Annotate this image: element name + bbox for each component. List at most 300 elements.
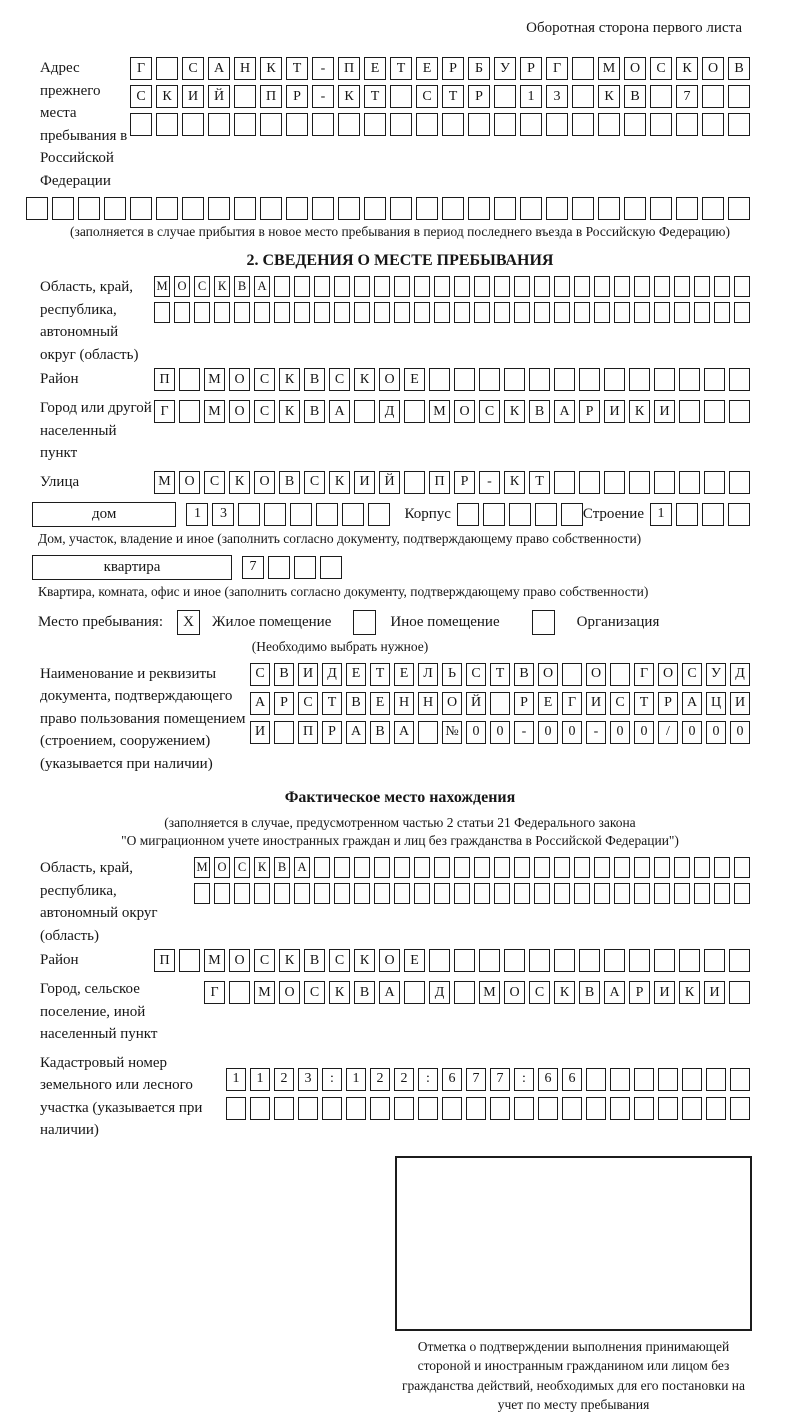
grid-cell[interactable] (234, 85, 256, 108)
grid-cell[interactable] (594, 276, 610, 297)
grid-cell[interactable] (156, 57, 178, 80)
grid-cell[interactable]: М (154, 471, 175, 494)
grid-cell[interactable] (404, 981, 425, 1004)
grid-cell[interactable] (474, 857, 490, 878)
grid-cell[interactable]: А (554, 400, 575, 423)
grid-cell[interactable]: П (338, 57, 360, 80)
grid-cell[interactable]: В (624, 85, 646, 108)
grid-cell[interactable] (614, 302, 630, 323)
grid-cell[interactable]: Н (394, 692, 414, 715)
grid-cell[interactable]: - (586, 721, 606, 744)
grid-cell[interactable] (208, 113, 230, 136)
grid-cell[interactable] (514, 302, 530, 323)
checkbox-residential[interactable]: X (177, 610, 200, 635)
grid-cell[interactable] (654, 368, 675, 391)
grid-cell[interactable]: 7 (490, 1068, 510, 1091)
grid-cell[interactable]: Т (442, 85, 464, 108)
grid-cell[interactable] (679, 368, 700, 391)
grid-cell[interactable]: 6 (442, 1068, 462, 1091)
grid-cell[interactable] (509, 503, 531, 526)
grid-cell[interactable]: : (418, 1068, 438, 1091)
grid-cell[interactable]: 2 (370, 1068, 390, 1091)
grid-cell[interactable]: О (229, 949, 250, 972)
grid-cell[interactable]: О (586, 663, 606, 686)
grid-cell[interactable]: № (442, 721, 462, 744)
grid-cell[interactable]: Й (379, 471, 400, 494)
grid-cell[interactable] (714, 883, 730, 904)
grid-cell[interactable]: А (346, 721, 366, 744)
grid-cell[interactable] (414, 883, 430, 904)
grid-cell[interactable]: Н (234, 57, 256, 80)
grid-cell[interactable] (368, 503, 390, 526)
grid-cell[interactable] (574, 302, 590, 323)
grid-cell[interactable] (454, 981, 475, 1004)
grid-cell[interactable]: 0 (466, 721, 486, 744)
grid-cell[interactable] (264, 503, 286, 526)
grid-cell[interactable] (554, 302, 570, 323)
grid-cell[interactable] (704, 471, 725, 494)
grid-cell[interactable]: М (429, 400, 450, 423)
grid-cell[interactable]: К (260, 57, 282, 80)
grid-cell[interactable]: Е (404, 949, 425, 972)
grid-cell[interactable]: К (354, 949, 375, 972)
grid-cell[interactable]: В (346, 692, 366, 715)
grid-cell[interactable] (614, 883, 630, 904)
grid-cell[interactable]: В (529, 400, 550, 423)
grid-cell[interactable] (610, 1068, 630, 1091)
grid-cell[interactable]: О (229, 400, 250, 423)
grid-cell[interactable] (179, 368, 200, 391)
grid-cell[interactable]: К (229, 471, 250, 494)
grid-cell[interactable]: С (298, 692, 318, 715)
grid-cell[interactable] (234, 113, 256, 136)
grid-cell[interactable]: К (354, 368, 375, 391)
grid-cell[interactable] (554, 883, 570, 904)
grid-cell[interactable] (414, 857, 430, 878)
grid-cell[interactable]: 2 (274, 1068, 294, 1091)
grid-cell[interactable] (729, 400, 750, 423)
grid-cell[interactable]: И (298, 663, 318, 686)
grid-cell[interactable]: С (254, 949, 275, 972)
grid-cell[interactable] (394, 1097, 414, 1120)
grid-cell[interactable] (394, 302, 410, 323)
grid-cell[interactable] (629, 471, 650, 494)
grid-cell[interactable]: 0 (538, 721, 558, 744)
grid-cell[interactable] (494, 302, 510, 323)
grid-cell[interactable]: 6 (538, 1068, 558, 1091)
grid-cell[interactable] (229, 981, 250, 1004)
grid-cell[interactable]: М (254, 981, 275, 1004)
grid-cell[interactable] (104, 197, 126, 220)
grid-cell[interactable]: В (728, 57, 750, 80)
grid-cell[interactable] (394, 276, 410, 297)
grid-cell[interactable] (274, 1097, 294, 1120)
grid-cell[interactable] (130, 113, 152, 136)
grid-cell[interactable] (734, 276, 750, 297)
grid-cell[interactable]: 1 (186, 503, 208, 526)
grid-cell[interactable] (494, 276, 510, 297)
grid-cell[interactable] (214, 883, 230, 904)
grid-cell[interactable] (312, 113, 334, 136)
grid-cell[interactable] (454, 368, 475, 391)
grid-cell[interactable]: Р (274, 692, 294, 715)
grid-cell[interactable]: А (682, 692, 702, 715)
grid-cell[interactable]: И (182, 85, 204, 108)
grid-cell[interactable]: О (538, 663, 558, 686)
grid-cell[interactable] (604, 471, 625, 494)
grid-cell[interactable] (454, 883, 470, 904)
grid-cell[interactable] (394, 857, 410, 878)
grid-cell[interactable]: Й (208, 85, 230, 108)
grid-cell[interactable] (579, 949, 600, 972)
grid-cell[interactable] (554, 471, 575, 494)
grid-cell[interactable] (579, 471, 600, 494)
grid-cell[interactable]: К (338, 85, 360, 108)
grid-cell[interactable]: 3 (298, 1068, 318, 1091)
grid-cell[interactable]: Т (364, 85, 386, 108)
grid-cell[interactable] (156, 113, 178, 136)
grid-cell[interactable] (494, 85, 516, 108)
grid-cell[interactable] (354, 302, 370, 323)
grid-cell[interactable] (694, 883, 710, 904)
grid-cell[interactable] (734, 857, 750, 878)
grid-cell[interactable] (414, 276, 430, 297)
grid-cell[interactable] (354, 276, 370, 297)
grid-cell[interactable] (454, 302, 470, 323)
grid-cell[interactable] (454, 276, 470, 297)
grid-cell[interactable] (479, 949, 500, 972)
grid-cell[interactable]: С (466, 663, 486, 686)
grid-cell[interactable]: Д (429, 981, 450, 1004)
grid-cell[interactable]: Т (370, 663, 390, 686)
grid-cell[interactable]: Й (466, 692, 486, 715)
grid-cell[interactable] (554, 276, 570, 297)
grid-cell[interactable]: В (234, 276, 250, 297)
grid-cell[interactable] (52, 197, 74, 220)
grid-cell[interactable]: А (379, 981, 400, 1004)
grid-cell[interactable]: А (208, 57, 230, 80)
grid-cell[interactable] (390, 113, 412, 136)
grid-cell[interactable]: К (156, 85, 178, 108)
grid-cell[interactable]: Р (520, 57, 542, 80)
grid-cell[interactable] (314, 883, 330, 904)
grid-cell[interactable] (614, 276, 630, 297)
grid-cell[interactable] (390, 197, 412, 220)
grid-cell[interactable]: 0 (490, 721, 510, 744)
grid-cell[interactable] (429, 368, 450, 391)
grid-cell[interactable]: Ц (706, 692, 726, 715)
grid-cell[interactable] (404, 400, 425, 423)
grid-cell[interactable] (729, 949, 750, 972)
grid-cell[interactable] (434, 276, 450, 297)
grid-cell[interactable]: К (279, 400, 300, 423)
grid-cell[interactable]: М (204, 400, 225, 423)
grid-cell[interactable]: 0 (682, 721, 702, 744)
grid-cell[interactable]: У (494, 57, 516, 80)
grid-cell[interactable]: В (304, 400, 325, 423)
grid-cell[interactable] (260, 197, 282, 220)
grid-cell[interactable] (728, 503, 750, 526)
grid-cell[interactable]: В (354, 981, 375, 1004)
grid-cell[interactable]: В (274, 663, 294, 686)
grid-cell[interactable] (238, 503, 260, 526)
grid-cell[interactable] (208, 197, 230, 220)
grid-cell[interactable]: М (204, 368, 225, 391)
grid-cell[interactable] (624, 197, 646, 220)
grid-cell[interactable] (694, 302, 710, 323)
grid-cell[interactable] (466, 1097, 486, 1120)
grid-cell[interactable] (594, 857, 610, 878)
grid-cell[interactable]: С (254, 368, 275, 391)
grid-cell[interactable]: А (250, 692, 270, 715)
grid-cell[interactable] (634, 857, 650, 878)
grid-cell[interactable]: Е (364, 57, 386, 80)
grid-cell[interactable] (274, 302, 290, 323)
grid-cell[interactable]: М (204, 949, 225, 972)
grid-cell[interactable]: 0 (706, 721, 726, 744)
grid-cell[interactable] (179, 400, 200, 423)
grid-cell[interactable]: С (304, 981, 325, 1004)
grid-cell[interactable] (314, 857, 330, 878)
grid-cell[interactable] (586, 1097, 606, 1120)
grid-cell[interactable]: Ь (442, 663, 462, 686)
grid-cell[interactable]: П (154, 368, 175, 391)
grid-cell[interactable] (514, 883, 530, 904)
grid-cell[interactable]: К (329, 981, 350, 1004)
grid-cell[interactable] (364, 197, 386, 220)
grid-cell[interactable]: О (454, 400, 475, 423)
grid-cell[interactable] (130, 197, 152, 220)
grid-cell[interactable] (290, 503, 312, 526)
grid-cell[interactable] (674, 302, 690, 323)
grid-cell[interactable] (514, 1097, 534, 1120)
grid-cell[interactable] (702, 503, 724, 526)
grid-cell[interactable]: 2 (394, 1068, 414, 1091)
grid-cell[interactable] (598, 197, 620, 220)
grid-cell[interactable]: Г (154, 400, 175, 423)
grid-cell[interactable] (562, 663, 582, 686)
grid-cell[interactable] (706, 1097, 726, 1120)
grid-cell[interactable] (354, 857, 370, 878)
grid-cell[interactable] (604, 368, 625, 391)
grid-cell[interactable] (226, 1097, 246, 1120)
grid-cell[interactable]: Е (394, 663, 414, 686)
grid-cell[interactable] (314, 302, 330, 323)
grid-cell[interactable]: Б (468, 57, 490, 80)
grid-cell[interactable]: 1 (346, 1068, 366, 1091)
grid-cell[interactable] (494, 883, 510, 904)
grid-cell[interactable] (704, 400, 725, 423)
grid-cell[interactable]: В (274, 857, 290, 878)
grid-cell[interactable] (234, 883, 250, 904)
grid-cell[interactable]: Е (370, 692, 390, 715)
grid-cell[interactable] (374, 302, 390, 323)
grid-cell[interactable]: О (279, 981, 300, 1004)
grid-cell[interactable]: К (214, 276, 230, 297)
grid-cell[interactable] (404, 471, 425, 494)
grid-cell[interactable]: 7 (242, 556, 264, 579)
grid-cell[interactable]: 0 (610, 721, 630, 744)
grid-cell[interactable] (702, 197, 724, 220)
grid-cell[interactable] (604, 949, 625, 972)
grid-cell[interactable]: - (479, 471, 500, 494)
grid-cell[interactable] (418, 721, 438, 744)
grid-cell[interactable]: О (504, 981, 525, 1004)
grid-cell[interactable] (234, 197, 256, 220)
grid-cell[interactable] (254, 883, 270, 904)
grid-cell[interactable]: О (379, 368, 400, 391)
grid-cell[interactable] (554, 368, 575, 391)
grid-cell[interactable]: В (304, 368, 325, 391)
grid-cell[interactable]: О (174, 276, 190, 297)
grid-cell[interactable] (572, 57, 594, 80)
grid-cell[interactable]: 7 (676, 85, 698, 108)
grid-cell[interactable]: К (279, 368, 300, 391)
grid-cell[interactable] (364, 113, 386, 136)
grid-cell[interactable]: М (194, 857, 210, 878)
grid-cell[interactable]: : (514, 1068, 534, 1091)
grid-cell[interactable] (504, 368, 525, 391)
grid-cell[interactable] (514, 857, 530, 878)
grid-cell[interactable]: 1 (520, 85, 542, 108)
grid-cell[interactable] (629, 949, 650, 972)
grid-cell[interactable]: С (329, 368, 350, 391)
grid-cell[interactable] (474, 302, 490, 323)
grid-cell[interactable]: 7 (466, 1068, 486, 1091)
grid-cell[interactable]: И (604, 400, 625, 423)
grid-cell[interactable] (702, 113, 724, 136)
grid-cell[interactable]: А (604, 981, 625, 1004)
grid-cell[interactable]: С (329, 949, 350, 972)
grid-cell[interactable]: А (294, 857, 310, 878)
grid-cell[interactable]: М (154, 276, 170, 297)
grid-cell[interactable] (728, 197, 750, 220)
grid-cell[interactable]: Т (490, 663, 510, 686)
grid-cell[interactable] (268, 556, 290, 579)
grid-cell[interactable]: П (429, 471, 450, 494)
grid-cell[interactable] (714, 302, 730, 323)
grid-cell[interactable] (294, 556, 316, 579)
grid-cell[interactable] (676, 113, 698, 136)
grid-cell[interactable] (730, 1068, 750, 1091)
grid-cell[interactable] (520, 113, 542, 136)
grid-cell[interactable]: Р (286, 85, 308, 108)
grid-cell[interactable] (730, 1097, 750, 1120)
grid-cell[interactable] (529, 949, 550, 972)
grid-cell[interactable] (346, 1097, 366, 1120)
grid-cell[interactable] (26, 197, 48, 220)
grid-cell[interactable]: С (182, 57, 204, 80)
grid-cell[interactable] (679, 949, 700, 972)
grid-cell[interactable] (634, 276, 650, 297)
grid-cell[interactable]: С (479, 400, 500, 423)
grid-cell[interactable] (574, 857, 590, 878)
grid-cell[interactable] (694, 276, 710, 297)
grid-cell[interactable]: В (370, 721, 390, 744)
grid-cell[interactable] (658, 1068, 678, 1091)
grid-cell[interactable]: К (679, 981, 700, 1004)
grid-cell[interactable] (286, 197, 308, 220)
grid-cell[interactable] (562, 1097, 582, 1120)
grid-cell[interactable]: Т (634, 692, 654, 715)
grid-cell[interactable] (629, 368, 650, 391)
grid-cell[interactable] (334, 883, 350, 904)
grid-cell[interactable]: 0 (730, 721, 750, 744)
grid-cell[interactable] (490, 1097, 510, 1120)
grid-cell[interactable] (194, 302, 210, 323)
grid-cell[interactable] (294, 276, 310, 297)
grid-cell[interactable] (483, 503, 505, 526)
grid-cell[interactable]: П (154, 949, 175, 972)
grid-cell[interactable] (654, 949, 675, 972)
grid-cell[interactable] (354, 400, 375, 423)
grid-cell[interactable]: О (179, 471, 200, 494)
grid-cell[interactable] (274, 276, 290, 297)
grid-cell[interactable] (442, 113, 464, 136)
grid-cell[interactable]: Т (390, 57, 412, 80)
grid-cell[interactable] (674, 883, 690, 904)
grid-cell[interactable]: / (658, 721, 678, 744)
grid-cell[interactable] (334, 302, 350, 323)
grid-cell[interactable]: 3 (212, 503, 234, 526)
grid-cell[interactable] (594, 883, 610, 904)
grid-cell[interactable] (610, 663, 630, 686)
grid-cell[interactable] (316, 503, 338, 526)
grid-cell[interactable] (504, 949, 525, 972)
grid-cell[interactable]: 3 (546, 85, 568, 108)
grid-cell[interactable] (468, 113, 490, 136)
grid-cell[interactable] (546, 197, 568, 220)
grid-cell[interactable]: С (610, 692, 630, 715)
grid-cell[interactable]: И (354, 471, 375, 494)
grid-cell[interactable]: Л (418, 663, 438, 686)
grid-cell[interactable]: С (130, 85, 152, 108)
grid-cell[interactable] (298, 1097, 318, 1120)
grid-cell[interactable] (572, 113, 594, 136)
grid-cell[interactable] (535, 503, 557, 526)
grid-cell[interactable] (624, 113, 646, 136)
grid-cell[interactable]: Т (286, 57, 308, 80)
grid-cell[interactable] (682, 1097, 702, 1120)
grid-cell[interactable]: В (304, 949, 325, 972)
grid-cell[interactable] (654, 883, 670, 904)
grid-cell[interactable] (182, 113, 204, 136)
grid-cell[interactable] (714, 276, 730, 297)
grid-cell[interactable] (728, 85, 750, 108)
grid-cell[interactable] (274, 883, 290, 904)
grid-cell[interactable]: С (682, 663, 702, 686)
grid-cell[interactable]: П (260, 85, 282, 108)
grid-cell[interactable] (457, 503, 479, 526)
grid-cell[interactable] (572, 197, 594, 220)
grid-cell[interactable]: М (598, 57, 620, 80)
grid-cell[interactable] (494, 857, 510, 878)
grid-cell[interactable]: Г (634, 663, 654, 686)
grid-cell[interactable] (468, 197, 490, 220)
grid-cell[interactable]: К (676, 57, 698, 80)
grid-cell[interactable] (714, 857, 730, 878)
grid-cell[interactable] (594, 302, 610, 323)
grid-cell[interactable] (429, 949, 450, 972)
grid-cell[interactable]: А (329, 400, 350, 423)
grid-cell[interactable] (614, 857, 630, 878)
grid-cell[interactable] (674, 857, 690, 878)
grid-cell[interactable] (704, 949, 725, 972)
grid-cell[interactable] (634, 1068, 654, 1091)
grid-cell[interactable]: - (312, 57, 334, 80)
grid-cell[interactable] (538, 1097, 558, 1120)
grid-cell[interactable] (416, 197, 438, 220)
